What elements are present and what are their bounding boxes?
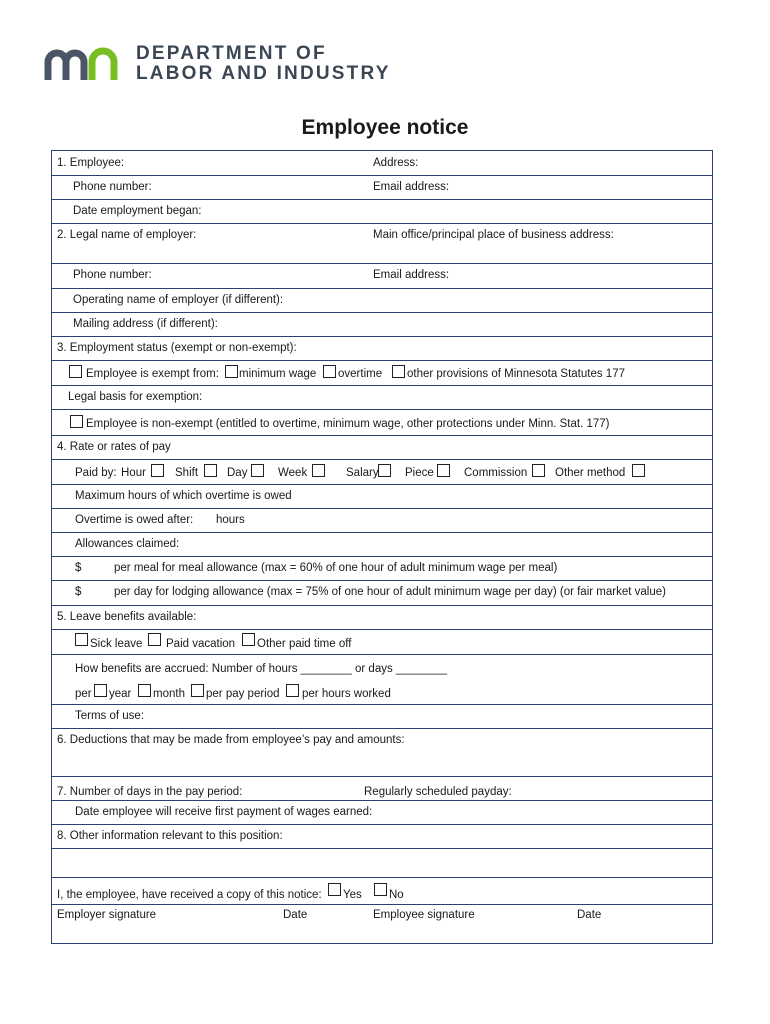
month-label: month <box>153 688 185 700</box>
week-label: Week <box>278 467 308 479</box>
shift-label: Shift <box>175 467 199 479</box>
main-office-label: Main office/principal place of business address: <box>373 229 614 241</box>
legal-basis-label: Legal basis for exemption: <box>68 391 203 403</box>
hours-label: hours <box>216 514 245 526</box>
employee-signature-label: Employee signature <box>373 909 475 921</box>
row-exempt <box>52 360 712 386</box>
paid-by-label: Paid by: <box>75 467 117 479</box>
hours-worked-checkbox[interactable] <box>286 684 299 697</box>
employee-notice-form <box>51 150 713 944</box>
other-method-label: Other method <box>555 467 626 479</box>
week-checkbox[interactable] <box>312 464 325 477</box>
payday-label: Regularly scheduled payday: <box>364 786 512 798</box>
lodging-dollar-sign: $ <box>75 586 82 598</box>
row-overtime-after <box>52 508 712 533</box>
accrual-label: How benefits are accrued: Number of hours ________ or days ________ <box>75 663 448 675</box>
salary-label: Salary <box>346 467 379 479</box>
row-allowances <box>52 532 712 557</box>
piece-label: Piece <box>405 467 434 479</box>
date-began-label: Date employment began: <box>73 205 202 217</box>
first-payment-label: Date employee will receive first payment of wages earned: <box>75 806 373 818</box>
terms-label: Terms of use: <box>75 710 145 722</box>
row-employer <box>52 223 712 264</box>
day-label: Day <box>227 467 248 479</box>
row-non-exempt <box>52 409 712 436</box>
row-employment-status <box>52 336 712 361</box>
yes-label: Yes <box>343 889 362 901</box>
page-title: Employee notice <box>301 116 469 139</box>
minimum-wage-label: minimum wage <box>239 368 317 380</box>
commission-label: Commission <box>464 467 528 479</box>
no-label: No <box>389 889 404 901</box>
meal-dollar-sign: $ <box>75 562 82 574</box>
sick-leave-label: Sick leave <box>90 638 143 650</box>
day-checkbox[interactable] <box>251 464 264 477</box>
exempt-checkbox[interactable] <box>69 365 82 378</box>
row-employee <box>52 151 712 176</box>
employee-label: 1. Employee: <box>57 157 125 169</box>
salary-checkbox[interactable] <box>378 464 391 477</box>
row-legal-basis <box>52 385 712 410</box>
row-deductions <box>52 728 712 777</box>
non-exempt-label: Employee is non-exempt (entitled to overtime, minimum wage, other protections under Minn. Stat. 177) <box>86 418 610 430</box>
leave-benefits-label: 5. Leave benefits available: <box>57 611 197 623</box>
other-provisions-label: other provisions of Minnesota Statutes 177 <box>407 368 625 380</box>
org-name-line2: LABOR AND INDUSTRY <box>136 63 391 84</box>
employer-signature-label: Employer signature <box>57 909 157 921</box>
row-accrual <box>52 654 712 678</box>
exempt-from-label: Employee is exempt from: <box>86 368 219 380</box>
other-provisions-checkbox[interactable] <box>392 365 405 378</box>
paid-vacation-checkbox[interactable] <box>148 633 161 646</box>
row-max-hours <box>52 484 712 509</box>
employer-email-label: Email address: <box>373 269 450 281</box>
paid-vacation-label: Paid vacation <box>166 638 236 650</box>
piece-checkbox[interactable] <box>437 464 450 477</box>
row-other-info <box>52 824 712 849</box>
other-paid-checkbox[interactable] <box>242 633 255 646</box>
other-method-checkbox[interactable] <box>632 464 645 477</box>
other-paid-label: Other paid time off <box>257 638 352 650</box>
overtime-after-label: Overtime is owed after: <box>75 514 194 526</box>
hour-checkbox[interactable] <box>151 464 164 477</box>
per-label: per <box>75 688 92 700</box>
address-label: Address: <box>373 157 419 169</box>
other-info-label: 8. Other information relevant to this position: <box>57 830 283 842</box>
overtime-checkbox[interactable] <box>323 365 336 378</box>
row-other-info-blank <box>52 848 712 878</box>
hour-label: Hour <box>121 467 146 479</box>
max-hours-label: Maximum hours of which overtime is owed <box>75 490 292 502</box>
row-meal-allowance <box>52 556 712 581</box>
row-paid-by <box>52 459 712 485</box>
row-first-payment <box>52 800 712 825</box>
shift-checkbox[interactable] <box>204 464 217 477</box>
employer-phone-label: Phone number: <box>73 269 152 281</box>
meal-allowance-label: per meal for meal allowance (max = 60% of one hour of adult minimum wage per meal) <box>114 562 558 574</box>
mn-logo-icon <box>44 44 126 82</box>
received-label: I, the employee, have received a copy of this notice: <box>57 889 322 901</box>
days-pay-period-label: 7. Number of days in the pay period: <box>57 786 243 798</box>
pay-period-label: per pay period <box>206 688 280 700</box>
year-checkbox[interactable] <box>94 684 107 697</box>
commission-checkbox[interactable] <box>532 464 545 477</box>
legal-name-label: 2. Legal name of employer: <box>57 229 197 241</box>
row-terms <box>52 704 712 729</box>
employment-status-label: 3. Employment status (exempt or non-exempt): <box>57 342 297 354</box>
row-accrual-period <box>52 678 712 705</box>
row-operating-name <box>52 288 712 313</box>
row-employee-contact <box>52 175 712 200</box>
month-checkbox[interactable] <box>138 684 151 697</box>
lodging-allowance-label: per day for lodging allowance (max = 75% of one hour of adult minimum wage per day) (or fair market value) <box>114 586 666 598</box>
row-leave-benefits <box>52 605 712 630</box>
deductions-label: 6. Deductions that may be made from employee’s pay and amounts: <box>57 734 405 746</box>
rate-label: 4. Rate or rates of pay <box>57 441 171 453</box>
row-leave-types <box>52 629 712 655</box>
employee-phone-label: Phone number: <box>73 181 152 193</box>
allowances-label: Allowances claimed: <box>75 538 180 550</box>
row-signatures <box>52 904 712 943</box>
row-mailing-address <box>52 312 712 337</box>
hours-worked-label: per hours worked <box>302 688 391 700</box>
year-label: year <box>109 688 132 700</box>
employer-date-label: Date <box>283 909 308 921</box>
org-name-line1: DEPARTMENT OF <box>136 43 327 64</box>
yes-checkbox[interactable] <box>328 883 341 896</box>
row-acknowledge <box>52 877 712 905</box>
mn-dli-logo <box>44 43 391 84</box>
non-exempt-checkbox[interactable] <box>70 415 83 428</box>
mailing-address-label: Mailing address (if different): <box>73 318 218 330</box>
minimum-wage-checkbox[interactable] <box>225 365 238 378</box>
row-employer-contact <box>52 263 712 289</box>
row-date-began <box>52 199 712 224</box>
employee-email-label: Email address: <box>373 181 450 193</box>
row-pay-period <box>52 776 712 801</box>
org-name <box>136 44 391 84</box>
row-rate <box>52 435 712 460</box>
employee-date-label: Date <box>577 909 602 921</box>
row-lodging-allowance <box>52 580 712 606</box>
overtime-label: overtime <box>338 368 383 380</box>
pay-period-checkbox[interactable] <box>191 684 204 697</box>
no-checkbox[interactable] <box>374 883 387 896</box>
sick-leave-checkbox[interactable] <box>75 633 88 646</box>
operating-name-label: Operating name of employer (if different): <box>73 294 284 306</box>
